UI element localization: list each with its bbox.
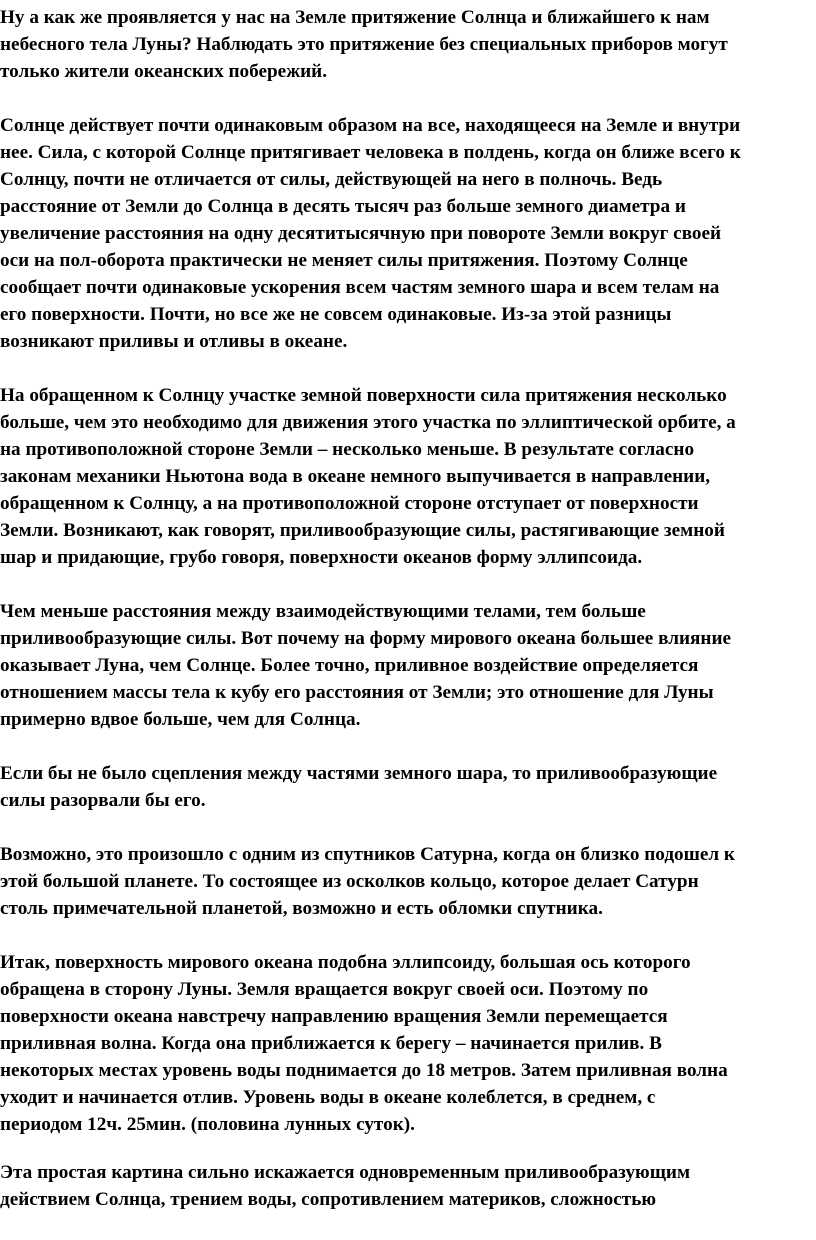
paragraph-4: Чем меньше расстояния между взаимодействующими телами, тем больше приливообразующие силы. Вот почему на форму мирового океана большее влияние оказывает Луна, чем Солнце. Более точно, приливное воздействие определяется отношением массы тела к кубу его расстояния от Земли; это отношение для Луны примерно вдвое больше, чем для Солнца. [0,601,732,730]
paragraph-6: Возможно, это произошло с одним из спутников Сатурна, когда он близко подошел к этой большой планете. То состоящее из осколков кольцо, которое делает Сатурн столь примечательной планетой, возможно и есть обломки спутника. [0,844,735,919]
paragraph-1: Ну а как же проявляется у нас на Земле притяжение Солнца и ближайшего к нам небесного тела Луны? Наблюдать это притяжение без специальных приборов могут только жители океанских побережий. [0,7,728,82]
paragraph-7: Итак, поверхность мирового океана подобна эллипсоиду, большая ось которого обращена в сторону Луны. Земля вращается вокруг своей оси. Поэтому по поверхности океана навстречу направлению вращения Земли перемещается приливная волна. Когда она приближается к берегу – начинается прилив. В некоторых местах уровень воды поднимается до 18 метров. Затем приливная волна уходит и начинается отлив. Уровень воды в океане колеблется, в среднем, с периодом 12ч. 25мин. (половина лунных суток). [0,952,728,1135]
paragraph-8: Эта простая картина сильно искажается одновременным приливообразующим действием Солнца, трением воды, сопротивлением материков, сложностью [0,1162,691,1210]
paragraph-5: Если бы не было сцепления между частями земного шара, то приливообразующие силы разорвали бы его. [0,763,718,811]
paragraph-3: На обращенном к Солнцу участке земной поверхности сила притяжения несколько больше, чем это необходимо для движения этого участка по эллиптической орбите, а на противоположной стороне Земли – несколько меньше. В результате согласно законам механики Ньютона вода в океане немного выпучивается в направлении, обращенном к Солнцу, а на противоположной стороне отступает от поверхности Земли. Возникают, как говорят, приливообразующие силы, растягивающие земной шар и придающие, грубо говоря, поверхности океанов форму эллипсоида. [0,385,736,568]
paragraph-2: Солнце действует почти одинаковым образом на все, находящееся на Земле и внутри нее. Сила, с которой Солнце притягивает человека в полдень, когда он ближе всего к Солнцу, почти не отличается от силы, действующей на него в полночь. Ведь расстояние от Земли до Солнца в десять тысяч раз больше земного диаметра и увеличение расстояния на одну десятитысячную при повороте Земли вокруг своей оси на пол-оборота практически не меняет силы притяжения. Поэтому Солнце сообщает почти одинаковые ускорения всем частям земного шара и всем телам на его поверхности. Почти, но все же не совсем одинаковые. Из-за этой разницы возникают приливы и отливы в океане. [0,115,741,352]
